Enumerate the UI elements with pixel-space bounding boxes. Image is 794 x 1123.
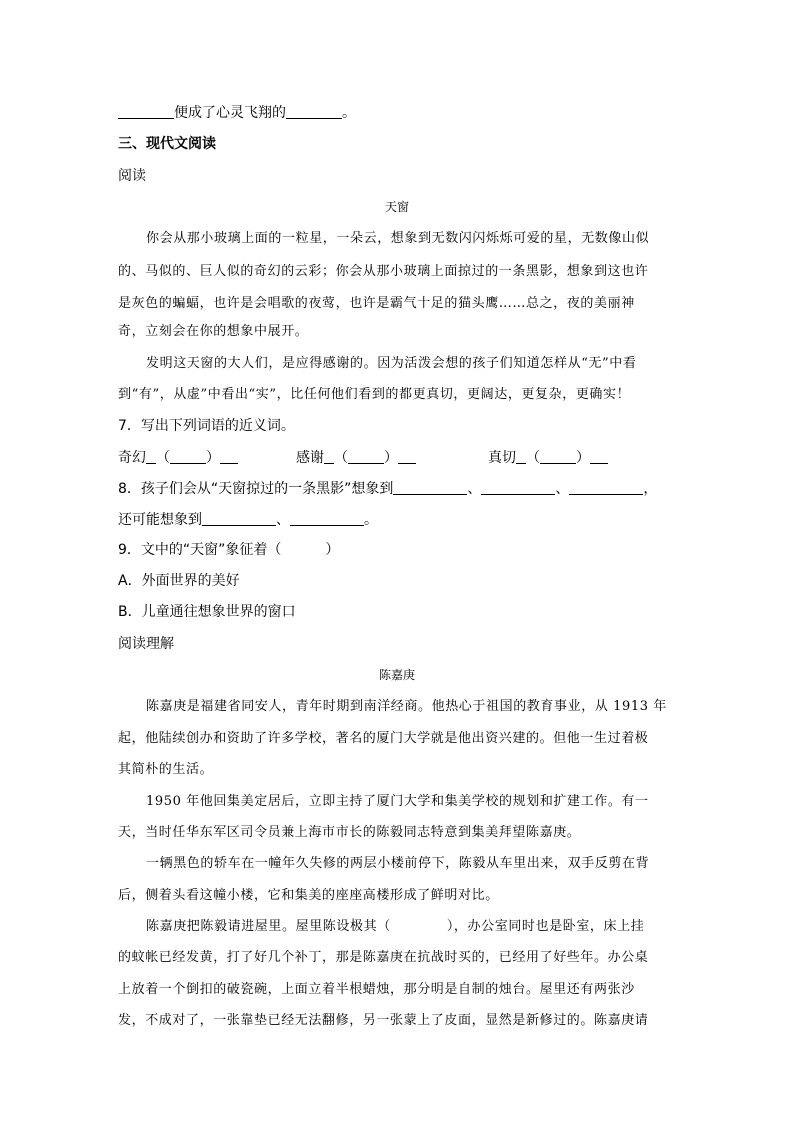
passage-line: 上放着一个倒扣的破瓷碗，上面立着半根蜡烛，那分明是自制的烛台。屋里还有两张沙	[118, 982, 635, 997]
answer-blank	[481, 480, 555, 495]
passage-line: 后，侧着头看这幢小楼，它和集美的座座高楼形成了鲜明对比。	[118, 888, 499, 903]
answer-blank	[118, 104, 174, 119]
question-9: 9．文中的“天窗”象征着（ ）	[118, 542, 340, 558]
passage-line: 陈嘉庚把陈毅请进屋里。屋里陈设极其（ ），办公室同时也是卧室，床上挂	[146, 919, 645, 934]
passage-line: 陈嘉庚是福建省同安人，青年时期到南洋经商。他热心于祖国的教育事业，从 1913 年	[146, 699, 667, 714]
q7-item: 奇幻 （ ）	[118, 448, 238, 468]
passage-line: 发明这天窗的大人们，是应得感谢的。因为活泼会想的孩子们知道怎样从“无”中看	[146, 356, 637, 371]
answer-blank	[170, 449, 206, 464]
passage-line: 1950 年他回集美定居后，立即主持了厦门大学和集美学校的规划和扩建工作。有一	[146, 794, 649, 809]
passage-title: 陈嘉庚	[378, 668, 415, 682]
option-b: B．儿童通往想象世界的窗口	[118, 604, 296, 620]
reading-label: 阅读理解	[118, 636, 174, 652]
answer-blank	[569, 480, 643, 495]
top-fill-line: 便成了心灵飞翔的 。	[118, 103, 356, 123]
reading-label: 阅读	[118, 168, 146, 184]
answer-blank	[348, 449, 384, 464]
question-8-cont: 还可能想象到 、 。	[118, 512, 378, 528]
answer-blank	[290, 511, 364, 526]
passage-line: 发，不成对了，一张靠垫已经无法翻修，另一张蒙上了皮面，显然是新修过的。陈嘉庚请	[118, 1013, 649, 1028]
passage-line: 其简朴的生活。	[118, 762, 214, 777]
answer-blank	[286, 104, 342, 119]
passage-line: 你会从那小玻璃上面的一粒星，一朵云，想象到无数闪闪烁烁可爱的星，无数像山似	[146, 231, 650, 246]
question-8: 8．孩子们会从“天窗掠过的一条黑影”想象到 、 、 ，	[118, 481, 658, 497]
passage-line: 奇，立刻会在你的想象中展开。	[118, 324, 309, 339]
question-7: 7．写出下列词语的近义词。	[118, 418, 295, 434]
q7-item: 感谢 （ ）	[296, 448, 416, 468]
passage-line: 的、马似的、巨人似的奇幻的云彩；你会从那小玻璃上面掠过的一条黑影，想象到这也许	[118, 264, 649, 279]
option-a: A．外面世界的美好	[118, 573, 240, 589]
passage-line: 起，他陆续创办和资助了许多学校，著名的厦门大学就是他出资兴建的。但他一生过着极	[118, 731, 649, 746]
passage-title: 天窗	[384, 200, 409, 214]
passage-line: 的蚊帐已经发黄，打了好几个补丁，那是陈嘉庚在抗战时买的，已经用了好些年。办公桌	[118, 950, 649, 965]
passage-line: 天，当时任华东军区司令员兼上海市市长的陈毅同志特意到集美拜望陈嘉庚。	[118, 825, 581, 840]
answer-blank	[393, 480, 467, 495]
passage-line: 一辆黑色的轿车在一幢年久失修的两层小楼前停下，陈毅从车里出来，双手反剪在背	[146, 856, 650, 871]
answer-blank	[540, 449, 576, 464]
section-heading: 三、现代文阅读	[118, 136, 216, 152]
passage-line: 到“有”，从虚”中看出“实”，比任何他们看到的都更真切，更阔达，更复杂，更确实！	[118, 387, 631, 402]
answer-blank	[202, 511, 276, 526]
passage-line: 是灰色的蝙蝠，也许是会唱歌的夜莺，也许是霸气十足的猫头鹰……总之，夜的美丽神	[118, 296, 635, 311]
q7-item: 真切 （ ）	[488, 448, 608, 468]
